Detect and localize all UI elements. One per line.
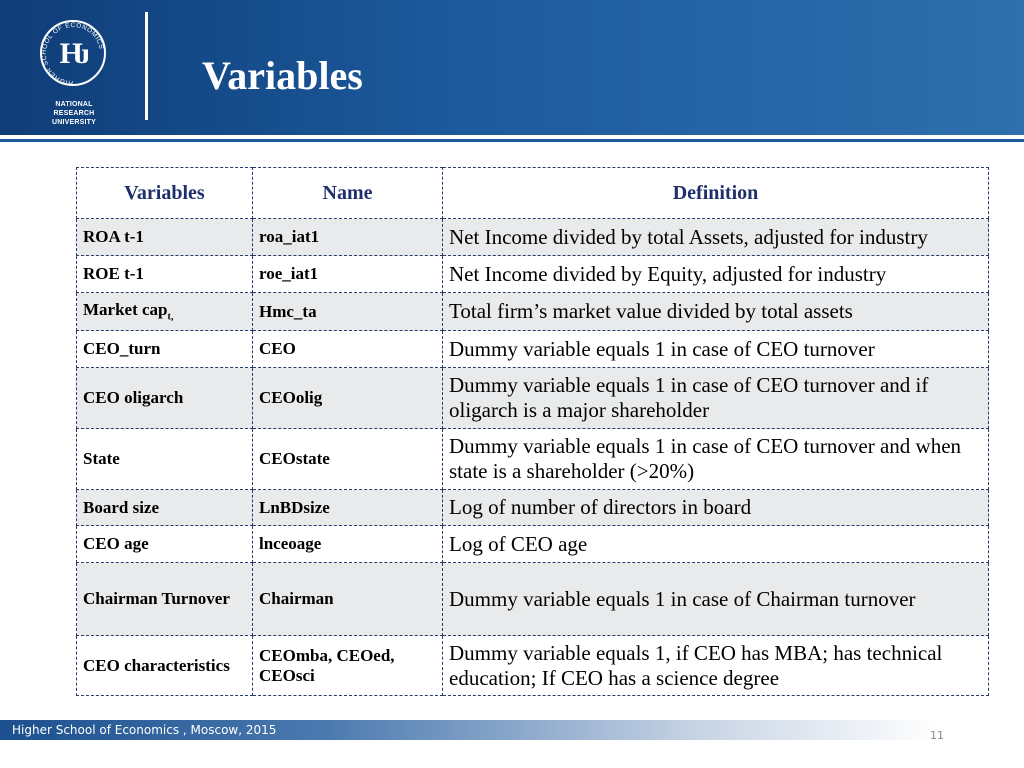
cell-variable: ROE t-1 [77,256,253,293]
cell-definition: Dummy variable equals 1 in case of CEO turnover and if oligarch is a major shareholder [443,368,989,429]
cell-name: Hmc_ta [253,293,443,331]
footer-text: Higher School of Economics , Moscow, 2015 [12,723,277,737]
logo-caption-line2: UNIVERSITY [51,119,96,126]
cell-variable: Chairman Turnover [77,563,253,636]
cell-definition: Log of number of directors in board [443,490,989,526]
header-line [0,139,1024,142]
cell-definition: Dummy variable equals 1 in case of CEO turnover [443,331,989,368]
cell-definition: Dummy variable equals 1 in case of CEO turnover and when state is a shareholder (>20%) [443,429,989,490]
cell-definition: Net Income divided by total Assets, adjusted for industry [443,219,989,256]
page-title: Variables [202,53,363,98]
table-row [77,293,989,331]
table-row [77,368,989,429]
cell-variable: CEO age [77,526,253,563]
cell-variable: State [77,429,253,490]
table-row [77,636,989,696]
cell-variable: CEO characteristics [77,636,253,696]
cell-variable-text: Market cap [83,300,168,320]
cell-variable: CEO_turn [77,331,253,368]
hse-logo [34,20,114,126]
logo-caption [34,100,114,127]
table-row [77,490,989,526]
cell-name: lnceoage [253,526,443,563]
cell-variable: CEO oligarch [77,368,253,429]
slide-header [0,0,1024,135]
cell-name: LnBDsize [253,490,443,526]
column-header-name: Name [253,168,443,219]
table-row [77,219,989,256]
table-row [77,256,989,293]
cell-variable-subscript: t, [167,311,174,323]
table-row [77,563,989,636]
header-divider [145,12,148,120]
cell-name: CEOolig [253,368,443,429]
cell-name: CEO [253,331,443,368]
table-row [77,429,989,490]
table-row [77,331,989,368]
cell-definition: Dummy variable equals 1 in case of Chairman turnover [443,563,989,636]
cell-name: roa_iat1 [253,219,443,256]
cell-name: CEOmba, CEOed, CEOsci [253,636,443,696]
variables-table [76,167,989,696]
cell-definition: Log of CEO age [443,526,989,563]
table-header-row [77,168,989,219]
column-header-definition: Definition [443,168,989,219]
svg-text:HIGHER SCHOOL OF ECONOMICS: HIGHER SCHOOL OF ECONOMICS [40,21,105,87]
table-row [77,526,989,563]
cell-variable [77,293,253,331]
cell-definition: Dummy variable equals 1, if CEO has MBA; has technical education; If CEO has a science degree [443,636,989,696]
logo-caption-line1: NATIONAL RESEARCH [53,101,95,117]
cell-variable: Board size [77,490,253,526]
cell-variable: ROA t-1 [77,219,253,256]
cell-name: CEOstate [253,429,443,490]
cell-name: roe_iat1 [253,256,443,293]
page-number: 11 [930,729,944,742]
logo-glyph: Ƕ [59,37,89,70]
cell-definition: Net Income divided by Equity, adjusted for industry [443,256,989,293]
column-header-variables: Variables [77,168,253,219]
cell-definition: Total firm’s market value divided by total assets [443,293,989,331]
cell-name: Chairman [253,563,443,636]
